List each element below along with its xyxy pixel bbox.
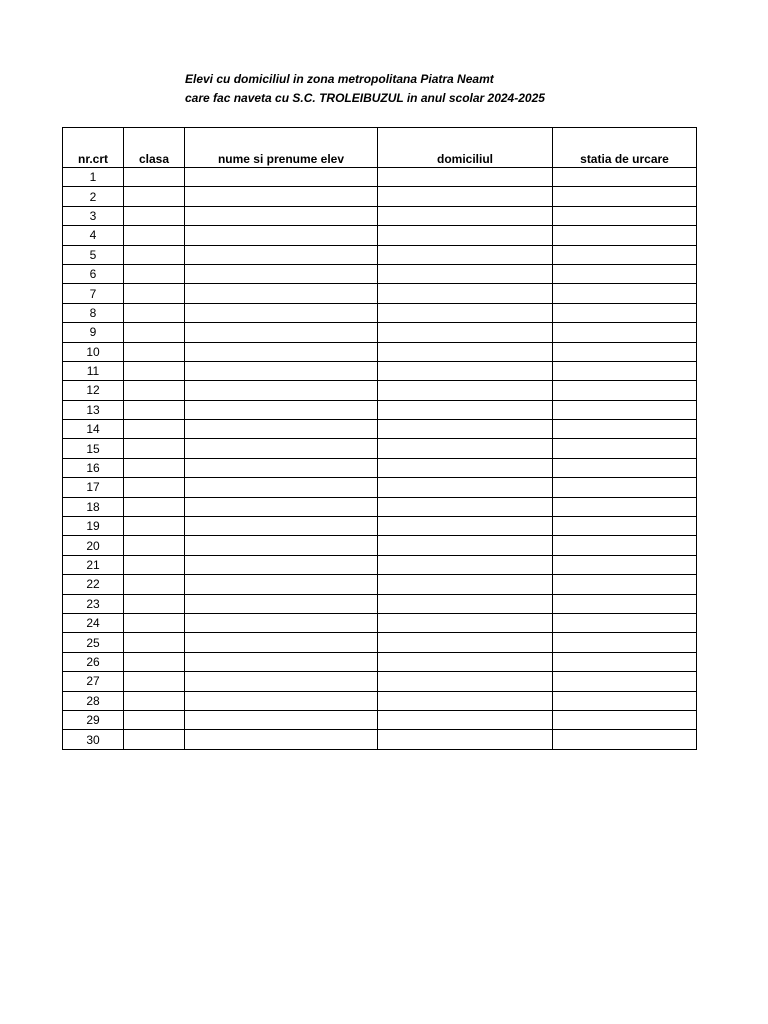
- table-row: [63, 536, 697, 555]
- cell-domiciliul: [378, 245, 553, 264]
- cell-nr-crt: 10: [63, 342, 124, 361]
- cell-statia-urcare: [553, 187, 697, 206]
- table-row: [63, 381, 697, 400]
- header-row: [63, 128, 697, 168]
- cell-clasa: [124, 691, 185, 710]
- cell-nr-crt: 21: [63, 555, 124, 574]
- cell-statia-urcare: [553, 458, 697, 477]
- cell-clasa: [124, 439, 185, 458]
- cell-statia-urcare: [553, 730, 697, 749]
- cell-domiciliul: [378, 323, 553, 342]
- document-title: [185, 70, 545, 108]
- table-row: [63, 478, 697, 497]
- cell-clasa: [124, 672, 185, 691]
- title-line-2: care fac naveta cu S.C. TROLEIBUZUL in anul scolar 2024-2025: [185, 91, 545, 105]
- cell-statia-urcare: [553, 226, 697, 245]
- cell-nume-prenume: [185, 497, 378, 516]
- cell-nr-crt: 11: [63, 361, 124, 380]
- cell-nume-prenume: [185, 517, 378, 536]
- cell-domiciliul: [378, 575, 553, 594]
- table-row: [63, 361, 697, 380]
- cell-clasa: [124, 361, 185, 380]
- cell-nr-crt: 27: [63, 672, 124, 691]
- cell-nume-prenume: [185, 536, 378, 555]
- table-row: [63, 575, 697, 594]
- cell-nume-prenume: [185, 206, 378, 225]
- cell-nume-prenume: [185, 168, 378, 187]
- cell-nume-prenume: [185, 710, 378, 729]
- cell-clasa: [124, 555, 185, 574]
- cell-statia-urcare: [553, 323, 697, 342]
- cell-nr-crt: 16: [63, 458, 124, 477]
- cell-clasa: [124, 284, 185, 303]
- cell-clasa: [124, 342, 185, 361]
- cell-nr-crt: 29: [63, 710, 124, 729]
- cell-statia-urcare: [553, 303, 697, 322]
- cell-clasa: [124, 652, 185, 671]
- cell-nume-prenume: [185, 555, 378, 574]
- cell-domiciliul: [378, 613, 553, 632]
- table-row: [63, 187, 697, 206]
- cell-clasa: [124, 536, 185, 555]
- header-clasa: clasa: [124, 128, 185, 168]
- cell-nr-crt: 20: [63, 536, 124, 555]
- cell-nr-crt: 3: [63, 206, 124, 225]
- cell-nume-prenume: [185, 458, 378, 477]
- table-row: [63, 342, 697, 361]
- table-row: [63, 613, 697, 632]
- cell-clasa: [124, 245, 185, 264]
- cell-statia-urcare: [553, 652, 697, 671]
- cell-nr-crt: 5: [63, 245, 124, 264]
- cell-domiciliul: [378, 361, 553, 380]
- cell-statia-urcare: [553, 594, 697, 613]
- table-row: [63, 420, 697, 439]
- cell-nr-crt: 17: [63, 478, 124, 497]
- cell-domiciliul: [378, 691, 553, 710]
- table-row: [63, 303, 697, 322]
- cell-statia-urcare: [553, 710, 697, 729]
- table-row: [63, 497, 697, 516]
- table-row: [63, 633, 697, 652]
- cell-nume-prenume: [185, 226, 378, 245]
- cell-nr-crt: 4: [63, 226, 124, 245]
- cell-clasa: [124, 400, 185, 419]
- table-row: [63, 594, 697, 613]
- cell-nume-prenume: [185, 264, 378, 283]
- cell-clasa: [124, 458, 185, 477]
- cell-nr-crt: 15: [63, 439, 124, 458]
- cell-nr-crt: 28: [63, 691, 124, 710]
- cell-nr-crt: 7: [63, 284, 124, 303]
- cell-statia-urcare: [553, 555, 697, 574]
- cell-nume-prenume: [185, 652, 378, 671]
- table-body: [63, 168, 697, 750]
- cell-statia-urcare: [553, 381, 697, 400]
- cell-clasa: [124, 575, 185, 594]
- cell-statia-urcare: [553, 245, 697, 264]
- header-statia-urcare: statia de urcare: [553, 128, 697, 168]
- cell-clasa: [124, 168, 185, 187]
- table-row: [63, 730, 697, 749]
- cell-statia-urcare: [553, 478, 697, 497]
- cell-statia-urcare: [553, 497, 697, 516]
- cell-nr-crt: 9: [63, 323, 124, 342]
- cell-domiciliul: [378, 284, 553, 303]
- cell-domiciliul: [378, 633, 553, 652]
- table-row: [63, 439, 697, 458]
- cell-nume-prenume: [185, 691, 378, 710]
- cell-nume-prenume: [185, 303, 378, 322]
- cell-nr-crt: 12: [63, 381, 124, 400]
- cell-nume-prenume: [185, 342, 378, 361]
- cell-clasa: [124, 497, 185, 516]
- table-row: [63, 652, 697, 671]
- cell-clasa: [124, 478, 185, 497]
- cell-domiciliul: [378, 517, 553, 536]
- table-row: [63, 517, 697, 536]
- cell-nume-prenume: [185, 439, 378, 458]
- cell-statia-urcare: [553, 691, 697, 710]
- cell-statia-urcare: [553, 400, 697, 419]
- cell-domiciliul: [378, 187, 553, 206]
- cell-domiciliul: [378, 478, 553, 497]
- table-row: [63, 691, 697, 710]
- cell-clasa: [124, 323, 185, 342]
- cell-domiciliul: [378, 652, 553, 671]
- cell-statia-urcare: [553, 575, 697, 594]
- cell-statia-urcare: [553, 517, 697, 536]
- cell-nr-crt: 2: [63, 187, 124, 206]
- table-row: [63, 458, 697, 477]
- title-line-1: Elevi cu domiciliul in zona metropolitana Piatra Neamt: [185, 72, 494, 86]
- cell-domiciliul: [378, 226, 553, 245]
- cell-domiciliul: [378, 497, 553, 516]
- cell-domiciliul: [378, 710, 553, 729]
- cell-nr-crt: 22: [63, 575, 124, 594]
- cell-domiciliul: [378, 672, 553, 691]
- table-row: [63, 264, 697, 283]
- cell-clasa: [124, 381, 185, 400]
- cell-nume-prenume: [185, 381, 378, 400]
- cell-nume-prenume: [185, 187, 378, 206]
- cell-nume-prenume: [185, 400, 378, 419]
- table-row: [63, 226, 697, 245]
- cell-domiciliul: [378, 536, 553, 555]
- cell-statia-urcare: [553, 342, 697, 361]
- cell-nr-crt: 1: [63, 168, 124, 187]
- cell-nume-prenume: [185, 672, 378, 691]
- cell-statia-urcare: [553, 284, 697, 303]
- cell-nume-prenume: [185, 613, 378, 632]
- cell-clasa: [124, 613, 185, 632]
- table-row: [63, 710, 697, 729]
- cell-nume-prenume: [185, 420, 378, 439]
- table-row: [63, 168, 697, 187]
- cell-domiciliul: [378, 264, 553, 283]
- table-row: [63, 555, 697, 574]
- header-nr-crt: nr.crt: [63, 128, 124, 168]
- cell-nume-prenume: [185, 730, 378, 749]
- cell-domiciliul: [378, 206, 553, 225]
- table-row: [63, 323, 697, 342]
- cell-nr-crt: 25: [63, 633, 124, 652]
- cell-clasa: [124, 633, 185, 652]
- cell-clasa: [124, 206, 185, 225]
- cell-clasa: [124, 730, 185, 749]
- cell-statia-urcare: [553, 633, 697, 652]
- cell-nume-prenume: [185, 245, 378, 264]
- cell-statia-urcare: [553, 536, 697, 555]
- cell-nume-prenume: [185, 478, 378, 497]
- cell-nr-crt: 8: [63, 303, 124, 322]
- cell-nume-prenume: [185, 361, 378, 380]
- cell-nume-prenume: [185, 284, 378, 303]
- cell-statia-urcare: [553, 439, 697, 458]
- cell-nr-crt: 13: [63, 400, 124, 419]
- cell-clasa: [124, 420, 185, 439]
- cell-clasa: [124, 303, 185, 322]
- cell-clasa: [124, 187, 185, 206]
- header-domiciliul: domiciliul: [378, 128, 553, 168]
- cell-clasa: [124, 226, 185, 245]
- table-row: [63, 206, 697, 225]
- cell-domiciliul: [378, 555, 553, 574]
- table-row: [63, 245, 697, 264]
- cell-nr-crt: 26: [63, 652, 124, 671]
- cell-domiciliul: [378, 458, 553, 477]
- cell-nr-crt: 30: [63, 730, 124, 749]
- cell-statia-urcare: [553, 264, 697, 283]
- cell-statia-urcare: [553, 672, 697, 691]
- cell-statia-urcare: [553, 168, 697, 187]
- header-nume-prenume: nume si prenume elev: [185, 128, 378, 168]
- cell-statia-urcare: [553, 361, 697, 380]
- cell-clasa: [124, 517, 185, 536]
- cell-clasa: [124, 264, 185, 283]
- table-row: [63, 672, 697, 691]
- cell-statia-urcare: [553, 206, 697, 225]
- cell-clasa: [124, 710, 185, 729]
- cell-statia-urcare: [553, 420, 697, 439]
- table-row: [63, 284, 697, 303]
- cell-domiciliul: [378, 730, 553, 749]
- cell-nume-prenume: [185, 575, 378, 594]
- cell-domiciliul: [378, 381, 553, 400]
- cell-nume-prenume: [185, 323, 378, 342]
- cell-statia-urcare: [553, 613, 697, 632]
- cell-domiciliul: [378, 342, 553, 361]
- cell-domiciliul: [378, 168, 553, 187]
- cell-nr-crt: 24: [63, 613, 124, 632]
- cell-nr-crt: 14: [63, 420, 124, 439]
- cell-nume-prenume: [185, 594, 378, 613]
- cell-clasa: [124, 594, 185, 613]
- cell-nr-crt: 19: [63, 517, 124, 536]
- cell-domiciliul: [378, 439, 553, 458]
- cell-nr-crt: 18: [63, 497, 124, 516]
- cell-nume-prenume: [185, 633, 378, 652]
- cell-domiciliul: [378, 420, 553, 439]
- cell-nr-crt: 23: [63, 594, 124, 613]
- table-row: [63, 400, 697, 419]
- cell-domiciliul: [378, 400, 553, 419]
- student-roster-table: [62, 127, 697, 750]
- cell-domiciliul: [378, 594, 553, 613]
- cell-domiciliul: [378, 303, 553, 322]
- cell-nr-crt: 6: [63, 264, 124, 283]
